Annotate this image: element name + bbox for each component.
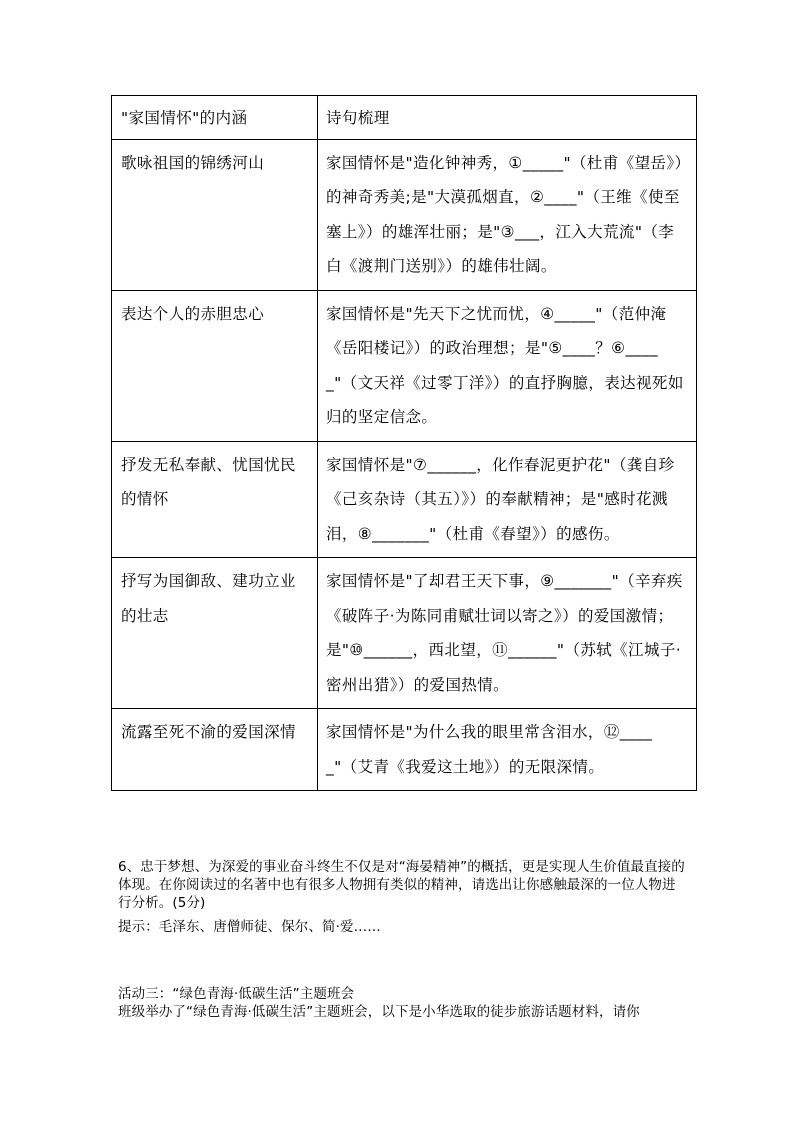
row-theme: 抒写为国御敌、建功立业的壮志: [112, 558, 318, 709]
table-row: [112, 441, 697, 558]
table-row: [112, 709, 697, 791]
table-header-row: [112, 96, 697, 140]
row-theme: 歌咏祖国的锦绣河山: [112, 139, 318, 290]
table-row: [112, 290, 697, 441]
row-content: 家国情怀是"了却君王天下事，⑨_______"（辛弃疾《破阵子·为陈同甫赋壮词以寄之》）的爱国激情；是"⑩______，西北望，⑪______"（苏轼《江城子·密州出猎》）的爱国热情。: [318, 558, 697, 709]
row-content: 家国情怀是"为什么我的眼里常含泪水，⑫_____"（艾青《我爱这土地》）的无限深情。: [318, 709, 697, 791]
header-poems: 诗句梳理: [318, 96, 697, 140]
table-row: [112, 139, 697, 290]
row-content: 家国情怀是"造化钟神秀，①_____"（杜甫《望岳》）的神奇秀美;是"大漠孤烟直，②____"（王维《使至塞上》）的雄浑壮丽；是"③___，江入大荒流"（李白《渡荆门送别》）的雄伟壮阔。: [318, 139, 697, 290]
row-theme: 表达个人的赤胆忠心: [112, 290, 318, 441]
table-row: [112, 558, 697, 709]
activity-3-title: 活动三：“绿色青海·低碳生活”主题班会: [118, 986, 355, 1002]
row-theme: 流露至死不渝的爱国深情: [112, 709, 318, 791]
header-theme: "家国情怀"的内涵: [112, 96, 318, 140]
question-hint: 提示：毛泽东、唐僧师徒、保尔、简·爱……: [118, 919, 381, 935]
row-content: 家国情怀是"先天下之忧而忧，④_____"（范仲淹《岳阳楼记》）的政治理想；是"⑤____？⑥_____"（文天祥《过零丁洋》）的直抒胸臆，表达视死如归的坚定信念。: [318, 290, 697, 441]
poem-table: [111, 95, 697, 791]
row-theme: 抒发无私奉献、忧国忧民的情怀: [112, 441, 318, 558]
activity-3-text: 班级举办了“绿色青海·低碳生活”主题班会，以下是小华选取的徒步旅游话题材料，请你: [118, 1004, 640, 1020]
row-content: 家国情怀是"⑦______，化作春泥更护花"（龚自珍《己亥杂诗（其五）》）的奉献精神；是"感时花溅泪，⑧_______"（杜甫《春望》）的感伤。: [318, 441, 697, 558]
question-6: 6、忠于梦想、为深爱的事业奋斗终生不仅是对“海晏精神”的概括，更是实现人生价值最直接的体现。在你阅读过的名著中也有很多人物拥有类似的精神，请选出让你感触最深的一位人物进行分析。(5分): [118, 859, 685, 911]
